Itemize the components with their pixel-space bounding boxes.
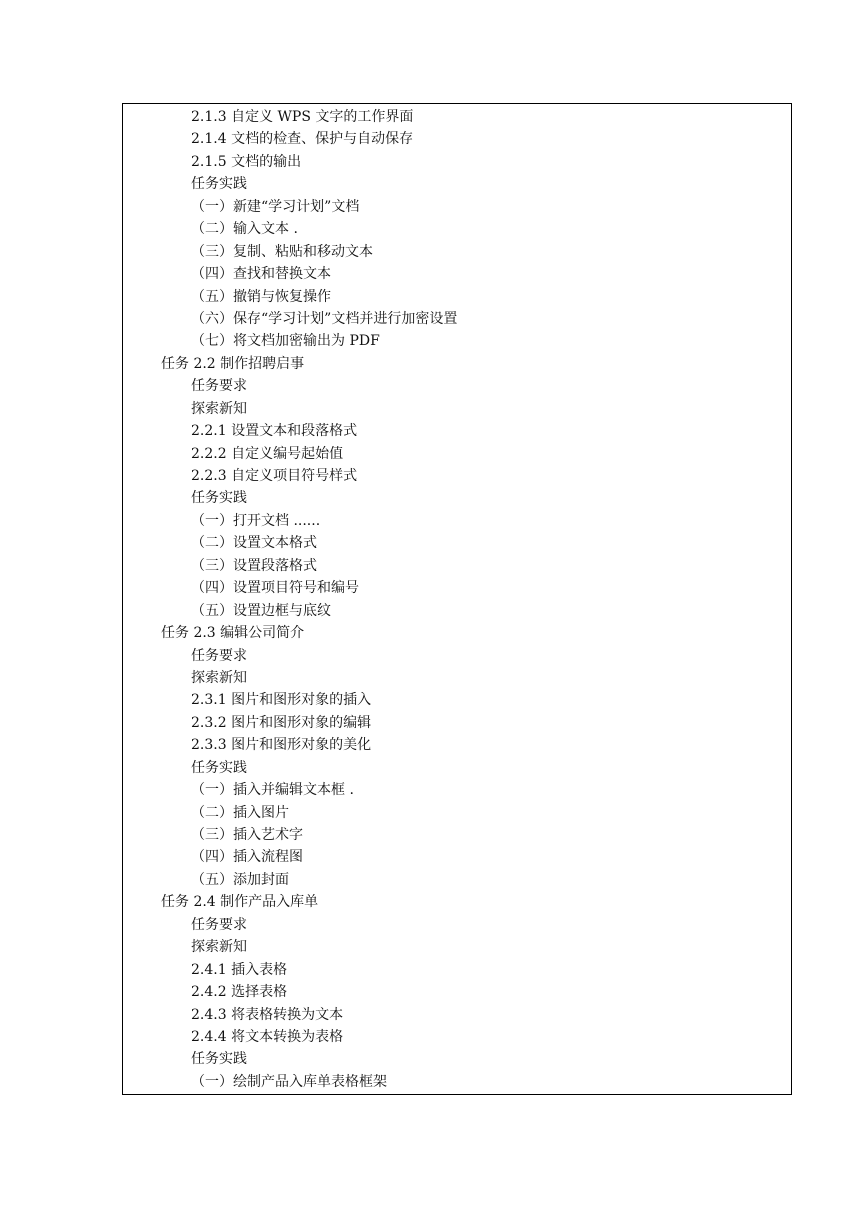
- practice-step-item: （三）设置段落格式: [191, 557, 317, 574]
- practice-step-item: （六）保存“学习计划”文档并进行加密设置: [191, 310, 458, 327]
- outline-subheading: 任务实践: [191, 176, 247, 193]
- outline-subheading: 2.1.3 自定义 WPS 文字的工作界面: [191, 109, 414, 125]
- practice-step-item: （一）插入并编辑文本框 .: [191, 782, 354, 799]
- practice-step-item: （一）新建“学习计划”文档: [191, 198, 360, 215]
- practice-step-item: （二）输入文本 .: [191, 221, 298, 238]
- outline-subheading: 2.3.3 图片和图形对象的美化: [191, 737, 372, 754]
- practice-step-item: （一）绘制产品入库单表格框架: [191, 1073, 387, 1090]
- task-heading: 任务 2.2 制作招聘启事: [161, 355, 305, 372]
- outline-subheading: 2.2.1 设置文本和段落格式: [191, 423, 358, 440]
- outline-subheading: 探索新知: [191, 669, 247, 686]
- practice-step-item: （四）插入流程图: [191, 849, 303, 866]
- outline-subheading: 任务实践: [191, 490, 247, 507]
- outline-subheading: 2.3.1 图片和图形对象的插入: [191, 692, 372, 709]
- practice-step-item: （五）设置边框与底纹: [191, 602, 331, 619]
- outline-subheading: 2.4.4 将文本转换为表格: [191, 1028, 344, 1045]
- practice-step-item: （五）撤销与恢复操作: [191, 288, 331, 305]
- outline-subheading: 探索新知: [191, 939, 247, 956]
- practice-step-item: （三）复制、粘贴和移动文本: [191, 243, 373, 260]
- outline-subheading: 2.2.3 自定义项目符号样式: [191, 468, 358, 484]
- practice-step-item: （四）设置项目符号和编号: [191, 580, 359, 597]
- outline-table-cell: [122, 103, 792, 1095]
- outline-subheading: 2.2.2 自定义编号起始值: [191, 445, 344, 462]
- outline-subheading: 2.3.2 图片和图形对象的编辑: [191, 714, 372, 731]
- practice-step-item: （一）打开文档 ......: [191, 512, 321, 529]
- outline-subheading: 2.4.3 将表格转换为文本: [191, 1006, 344, 1023]
- outline-subheading: 任务要求: [191, 916, 247, 933]
- outline-subheading: 任务实践: [191, 759, 247, 776]
- outline-subheading: 2.4.1 插入表格: [191, 961, 288, 978]
- outline-subheading: 2.1.5 文档的输出: [191, 153, 302, 170]
- outline-subheading: 任务实践: [191, 1051, 247, 1068]
- outline-subheading: 任务要求: [191, 647, 247, 664]
- outline-subheading: 2.4.2 选择表格: [191, 984, 288, 1001]
- outline-subheading: 2.1.4 文档的检查、保护与自动保存: [191, 131, 414, 148]
- course-outline-list: [123, 106, 791, 1093]
- practice-step-item: （二）插入图片: [191, 804, 289, 821]
- task-heading: 任务 2.3 编辑公司简介: [161, 625, 305, 642]
- practice-step-item: （四）查找和替换文本: [191, 266, 331, 283]
- task-heading: 任务 2.4 制作产品入库单: [161, 894, 319, 911]
- outline-subheading: 任务要求: [191, 378, 247, 395]
- practice-step-item: （七）将文档加密输出为 PDF: [191, 333, 380, 350]
- outline-subheading: 探索新知: [191, 400, 247, 417]
- practice-step-item: （二）设置文本格式: [191, 535, 317, 552]
- practice-step-item: （三）插入艺术字: [191, 827, 303, 843]
- practice-step-item: （五）添加封面: [191, 871, 289, 888]
